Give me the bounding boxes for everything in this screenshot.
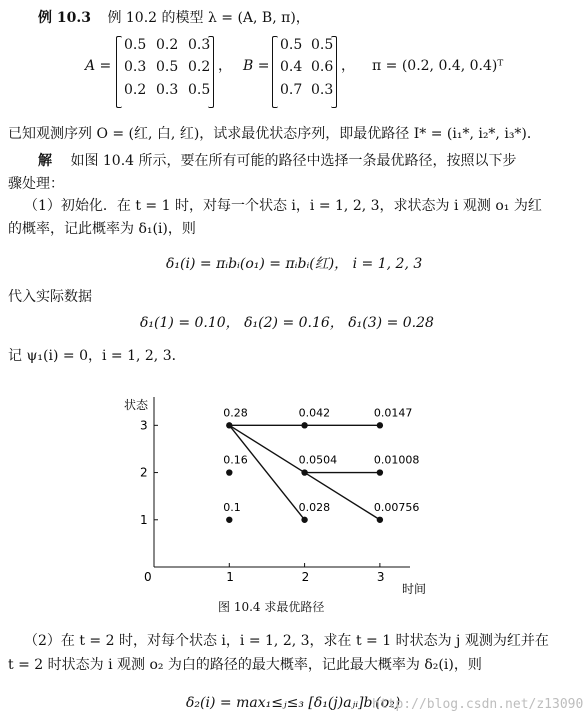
- matrix-a-cell: 0.3: [188, 37, 211, 53]
- matrix-b-cell: 0.4: [280, 59, 303, 75]
- matrix-a-cell: 0.2: [156, 37, 179, 53]
- equation-delta1: δ₁(i) = πᵢbᵢ(o₁) = πᵢbᵢ(红)， i = 1, 2, 3: [166, 256, 423, 272]
- pi-vector: π = (0.2, 0.4, 0.4)ᵀ: [372, 58, 504, 74]
- equation-delta2: δ₂(i) = max₁≤ⱼ≤₃ [δ₁(j)aⱼᵢ]bᵢ(o₂): [186, 695, 401, 711]
- matrix-a-left-bracket: [116, 36, 122, 108]
- solution-text: 如图 10.4 所示，要在所有可能的路径中选择一条最优路径，按照以下步: [70, 153, 517, 169]
- matrix-a-comma: ，: [218, 58, 232, 74]
- origin-label: 0: [144, 570, 152, 584]
- step1-line1: （1）初始化．在 t = 1 时，对每一个状态 i，i = 1, 2, 3，求状态为 i 观测 o₁ 为红: [24, 198, 542, 214]
- state-point: [301, 469, 307, 475]
- equation-delta1-values: δ₁(1) = 0.10， δ₁(2) = 0.16， δ₁(3) = 0.28: [140, 315, 434, 331]
- state-point-label: 0.00756: [373, 500, 420, 514]
- steps-intro: 骤处理：: [8, 176, 64, 192]
- state-point-label: 0.1: [223, 500, 241, 514]
- state-point: [377, 469, 383, 475]
- state-point-label: 0.16: [223, 453, 248, 467]
- step2-line1: （2）在 t = 2 时，对每个状态 i，i = 1, 2, 3，求在 t = 1 时状态为 j 观测为红并在: [24, 633, 549, 649]
- state-point-label: 0.01008: [373, 453, 420, 467]
- step2-line2: t = 2 时状态为 i 观测 o₂ 为白的路径的最大概率，记此最大概率为 δ₂(i)，则: [8, 657, 482, 673]
- matrix-b-cell: 0.5: [311, 37, 334, 53]
- solution-label: 解: [38, 153, 52, 169]
- x-tick-label: 1: [226, 570, 234, 584]
- matrix-b-comma: ，: [341, 58, 355, 74]
- matrix-b-left-bracket: [272, 36, 278, 108]
- y-axis-label: 状态: [124, 398, 149, 412]
- figure-caption: 图 10.4 求最优路径: [218, 600, 325, 614]
- matrix-a-cell: 0.2: [124, 82, 147, 98]
- matrix-b-cell: 0.3: [311, 82, 334, 98]
- example-heading: [38, 8, 310, 28]
- matrix-b-cell: 0.6: [311, 59, 334, 75]
- state-point: [226, 517, 232, 523]
- matrix-a-cell: 0.3: [156, 82, 179, 98]
- ticks-layer: [140, 418, 385, 584]
- state-point: [226, 422, 232, 428]
- optimal-path-chart: [110, 385, 430, 595]
- state-point: [301, 422, 307, 428]
- matrix-a-name: A =: [85, 58, 112, 74]
- matrix-a-cell: 0.5: [124, 37, 147, 53]
- y-tick-label: 3: [140, 418, 148, 433]
- matrix-b-cell: 0.5: [280, 37, 303, 53]
- solution-line: [38, 151, 517, 171]
- state-point-label: 0.0504: [298, 453, 338, 467]
- optimal-path-chart-svg: [110, 385, 430, 595]
- state-point-label: 0.042: [298, 406, 331, 420]
- y-tick-label: 1: [140, 512, 148, 527]
- matrix-a-cell: 0.3: [124, 59, 147, 75]
- state-point: [377, 517, 383, 523]
- matrix-b-name: B =: [243, 58, 270, 74]
- substitute-text: 代入实际数据: [8, 289, 92, 305]
- x-axis-label: 时间: [402, 582, 427, 595]
- state-point: [301, 517, 307, 523]
- x-tick-label: 3: [376, 570, 385, 584]
- state-point: [226, 469, 232, 475]
- matrix-b-cell: 0.7: [280, 82, 303, 98]
- x-tick-label: 2: [301, 570, 310, 584]
- matrix-a-cell: 0.5: [188, 82, 211, 98]
- matrix-a-cell: 0.2: [188, 59, 211, 75]
- y-tick-label: 2: [140, 465, 148, 480]
- state-point-label: 0.28: [223, 406, 248, 420]
- psi-init: 记 ψ₁(i) = 0，i = 1, 2, 3．: [8, 348, 186, 364]
- points-layer: [223, 406, 419, 523]
- example-title-text: 例 10.2 的模型 λ = (A, B, π)，: [107, 10, 310, 26]
- matrix-a-cell: 0.5: [156, 59, 179, 75]
- watermark: http://blog.csdn.net/z13090: [372, 697, 584, 712]
- step1-line2: 的概率，记此概率为 δ₁(i)，则: [8, 221, 196, 237]
- state-point-label: 0.0147: [373, 406, 413, 420]
- state-point-label: 0.028: [298, 500, 331, 514]
- observation-sentence: 已知观测序列 O = (红, 白, 红)，试求最优状态序列，即最优路径 I* = (i₁*, i₂*, i₃*)．: [8, 126, 541, 142]
- example-label: 例 10.3: [38, 10, 91, 26]
- state-point: [377, 422, 383, 428]
